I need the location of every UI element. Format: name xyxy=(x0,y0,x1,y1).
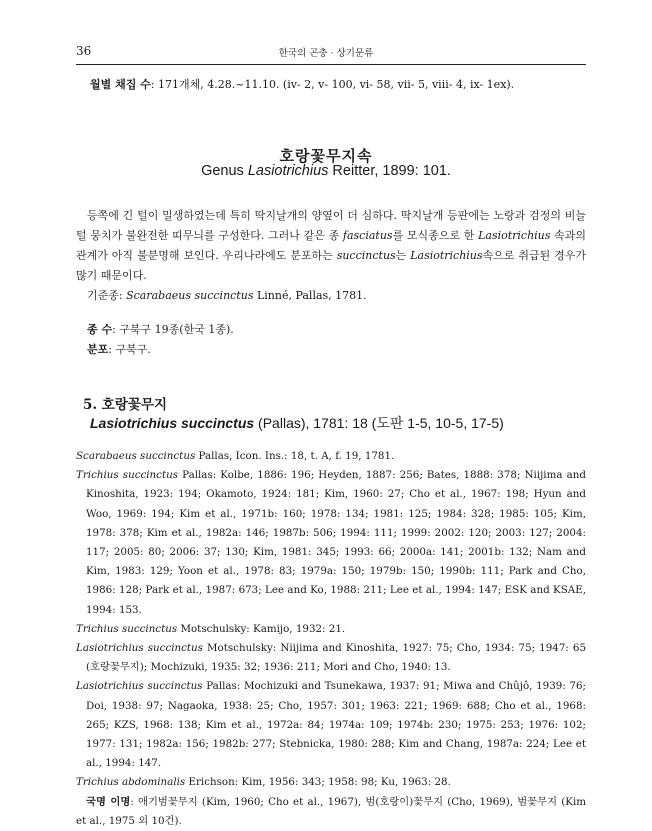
type-species-line: 기준종: Scarabaeus succinctus Linné, Pallas, 1781. xyxy=(87,289,367,302)
synonymy-entry: Trichius abdominalis Erichson: Kim, 1956: 343; 1958: 98; Ku, 1963: 28. xyxy=(76,776,451,789)
running-title: 한국의 곤충 · 상기문류 xyxy=(278,48,374,59)
synonymy-entry: Trichius succinctus Pallas: Kolbe, 1886: 196; Heyden, 1887: 256; Bates, 1888: 378; Niijima and Kinoshita, 1923: 194; Okamoto, 1924: 181; Kim, 1960: 27; Cho et al., 1967: 198; Hyun and Woo, 1969: 194; Kim et al., 1971b: 160; 1978: 134; 1981: 125; 1984: 328; 1985: 105; Kim, 1978: 378; Kim et al., 1982a: 146; 1987b: 506; 1994: 111; 1999: 2002: 120; 2003: 127; 2004: 117; 2005: 80; 2006: 37; 130; Kim, 1981: 345; 1993: 66; 2000a: 141; 2001b: 132; Nam and Kim, 1983: 129; Yoon et al., 1978: 83; 1979a: 150; 1979b: 150; 1990b: 111; Park and Cho, 1986: 128; Park et al., 1987: 673; Lee and Ko, 1988: 211; Lee et al., 1994: 147; ESK and KSAE, 1994: 153. xyxy=(76,469,586,616)
distribution-line: 분포: 구북구. xyxy=(87,343,151,356)
genus-description xyxy=(76,206,586,360)
species-name: Lasiotrichius succinctus xyxy=(90,415,255,431)
monthly-label: 월별 채집 수 xyxy=(90,78,151,91)
species-count-line: 종 수: 구북구 19종(한국 1종). xyxy=(87,323,234,336)
synonymy-entry: Lasiotrichius succinctus Motschulsky: Niijima and Kinoshita, 1927: 75; Cho, 1934: 75; 1947: 65 (호랑꽃무지); Mochizuki, 1935: 32; 1936: 211; Mori and Cho, 1940: 13. xyxy=(76,642,586,674)
description-paragraph: 등쪽에 긴 털이 밀생하였는데 특히 딱지날개의 양옆이 더 심하다. 딱지날개 등판에는 노랑과 검정의 비늘털 뭉치가 불완전한 띠무늬를 구성한다. 그러나 같은 종 fasciatus를 모식종으로 한 Lasiotrichius 속과의 관계가 아직 불분명해 보인다. 우리나라에도 분포하는 succinctus는 Lasiotrichius속으로 취급된 경우가 많기 때문이다. xyxy=(76,209,587,282)
genus-title-korean: 호랑꽃무지속 xyxy=(279,147,373,165)
korean-synonyms-entry xyxy=(76,793,586,831)
synonymy-entry: Scarabaeus succinctus Pallas, Icon. Ins.: 18, t. A, f. 19, 1781. xyxy=(76,450,395,462)
species-heading: 5. 호랑꽃무지 xyxy=(83,397,167,413)
genus-author: Reitter, 1899: 101. xyxy=(328,163,451,179)
genus-title-english xyxy=(0,163,652,179)
type-species-name: Scarabaeus succinctus xyxy=(126,289,254,302)
monthly-text: : 171개체, 4.28.~11.10. (iv- 2, v- 100, vi- 58, vii- 5, viii- 4, ix- 1ex). xyxy=(150,78,515,91)
korean-synonyms-text: : 애기범꽃무지 (Kim, 1960; Cho et al., 1967), 범(호랑이)꽃무지 (Cho, 1969), 범꽃무지 (Kim et al., 1975 외 10건). xyxy=(76,795,587,827)
species-count-label: 종 수 xyxy=(87,323,113,336)
synonymy-entry: Trichius succinctus Motschulsky: Kamijo, 1932: 21. xyxy=(76,622,346,635)
page-number: 36 xyxy=(76,44,92,58)
genus-prefix: Genus xyxy=(201,163,248,179)
genus-name: Lasiotrichius xyxy=(247,163,329,179)
korean-synonyms-label: 국명 이명 xyxy=(86,795,131,808)
header-rule xyxy=(76,64,586,65)
species-title xyxy=(90,413,504,433)
type-species-label: 기준종: xyxy=(87,289,127,302)
synonymy-entry: Lasiotrichius succinctus Pallas: Mochizuki and Tsunekawa, 1937: 91; Miwa and Chûjô, 1939: 76; Doi, 1938: 97; Nagaoka, 1938: 25; Cho, 1957: 301; 1963: 221; 1969: 688; Cho et al., 1968: 265; KZS, 1968: 138; Kim et al., 1972a: 84; 1974a: 109; 1974b: 230; 1975: 253; 1976: 102; 1977: 131; 1982a: 156; 1982b: 277; Stebnicka, 1980: 288; Kim and Chang, 1987a: 224; Lee et al., 1994: 147. xyxy=(76,680,586,770)
monthly-collection-line xyxy=(90,75,514,95)
synonymy-list xyxy=(76,447,586,831)
species-author: (Pallas), 1781: 18 (도판 1-5, 10-5, 17-5) xyxy=(254,415,504,431)
distribution-label: 분포 xyxy=(87,343,109,356)
